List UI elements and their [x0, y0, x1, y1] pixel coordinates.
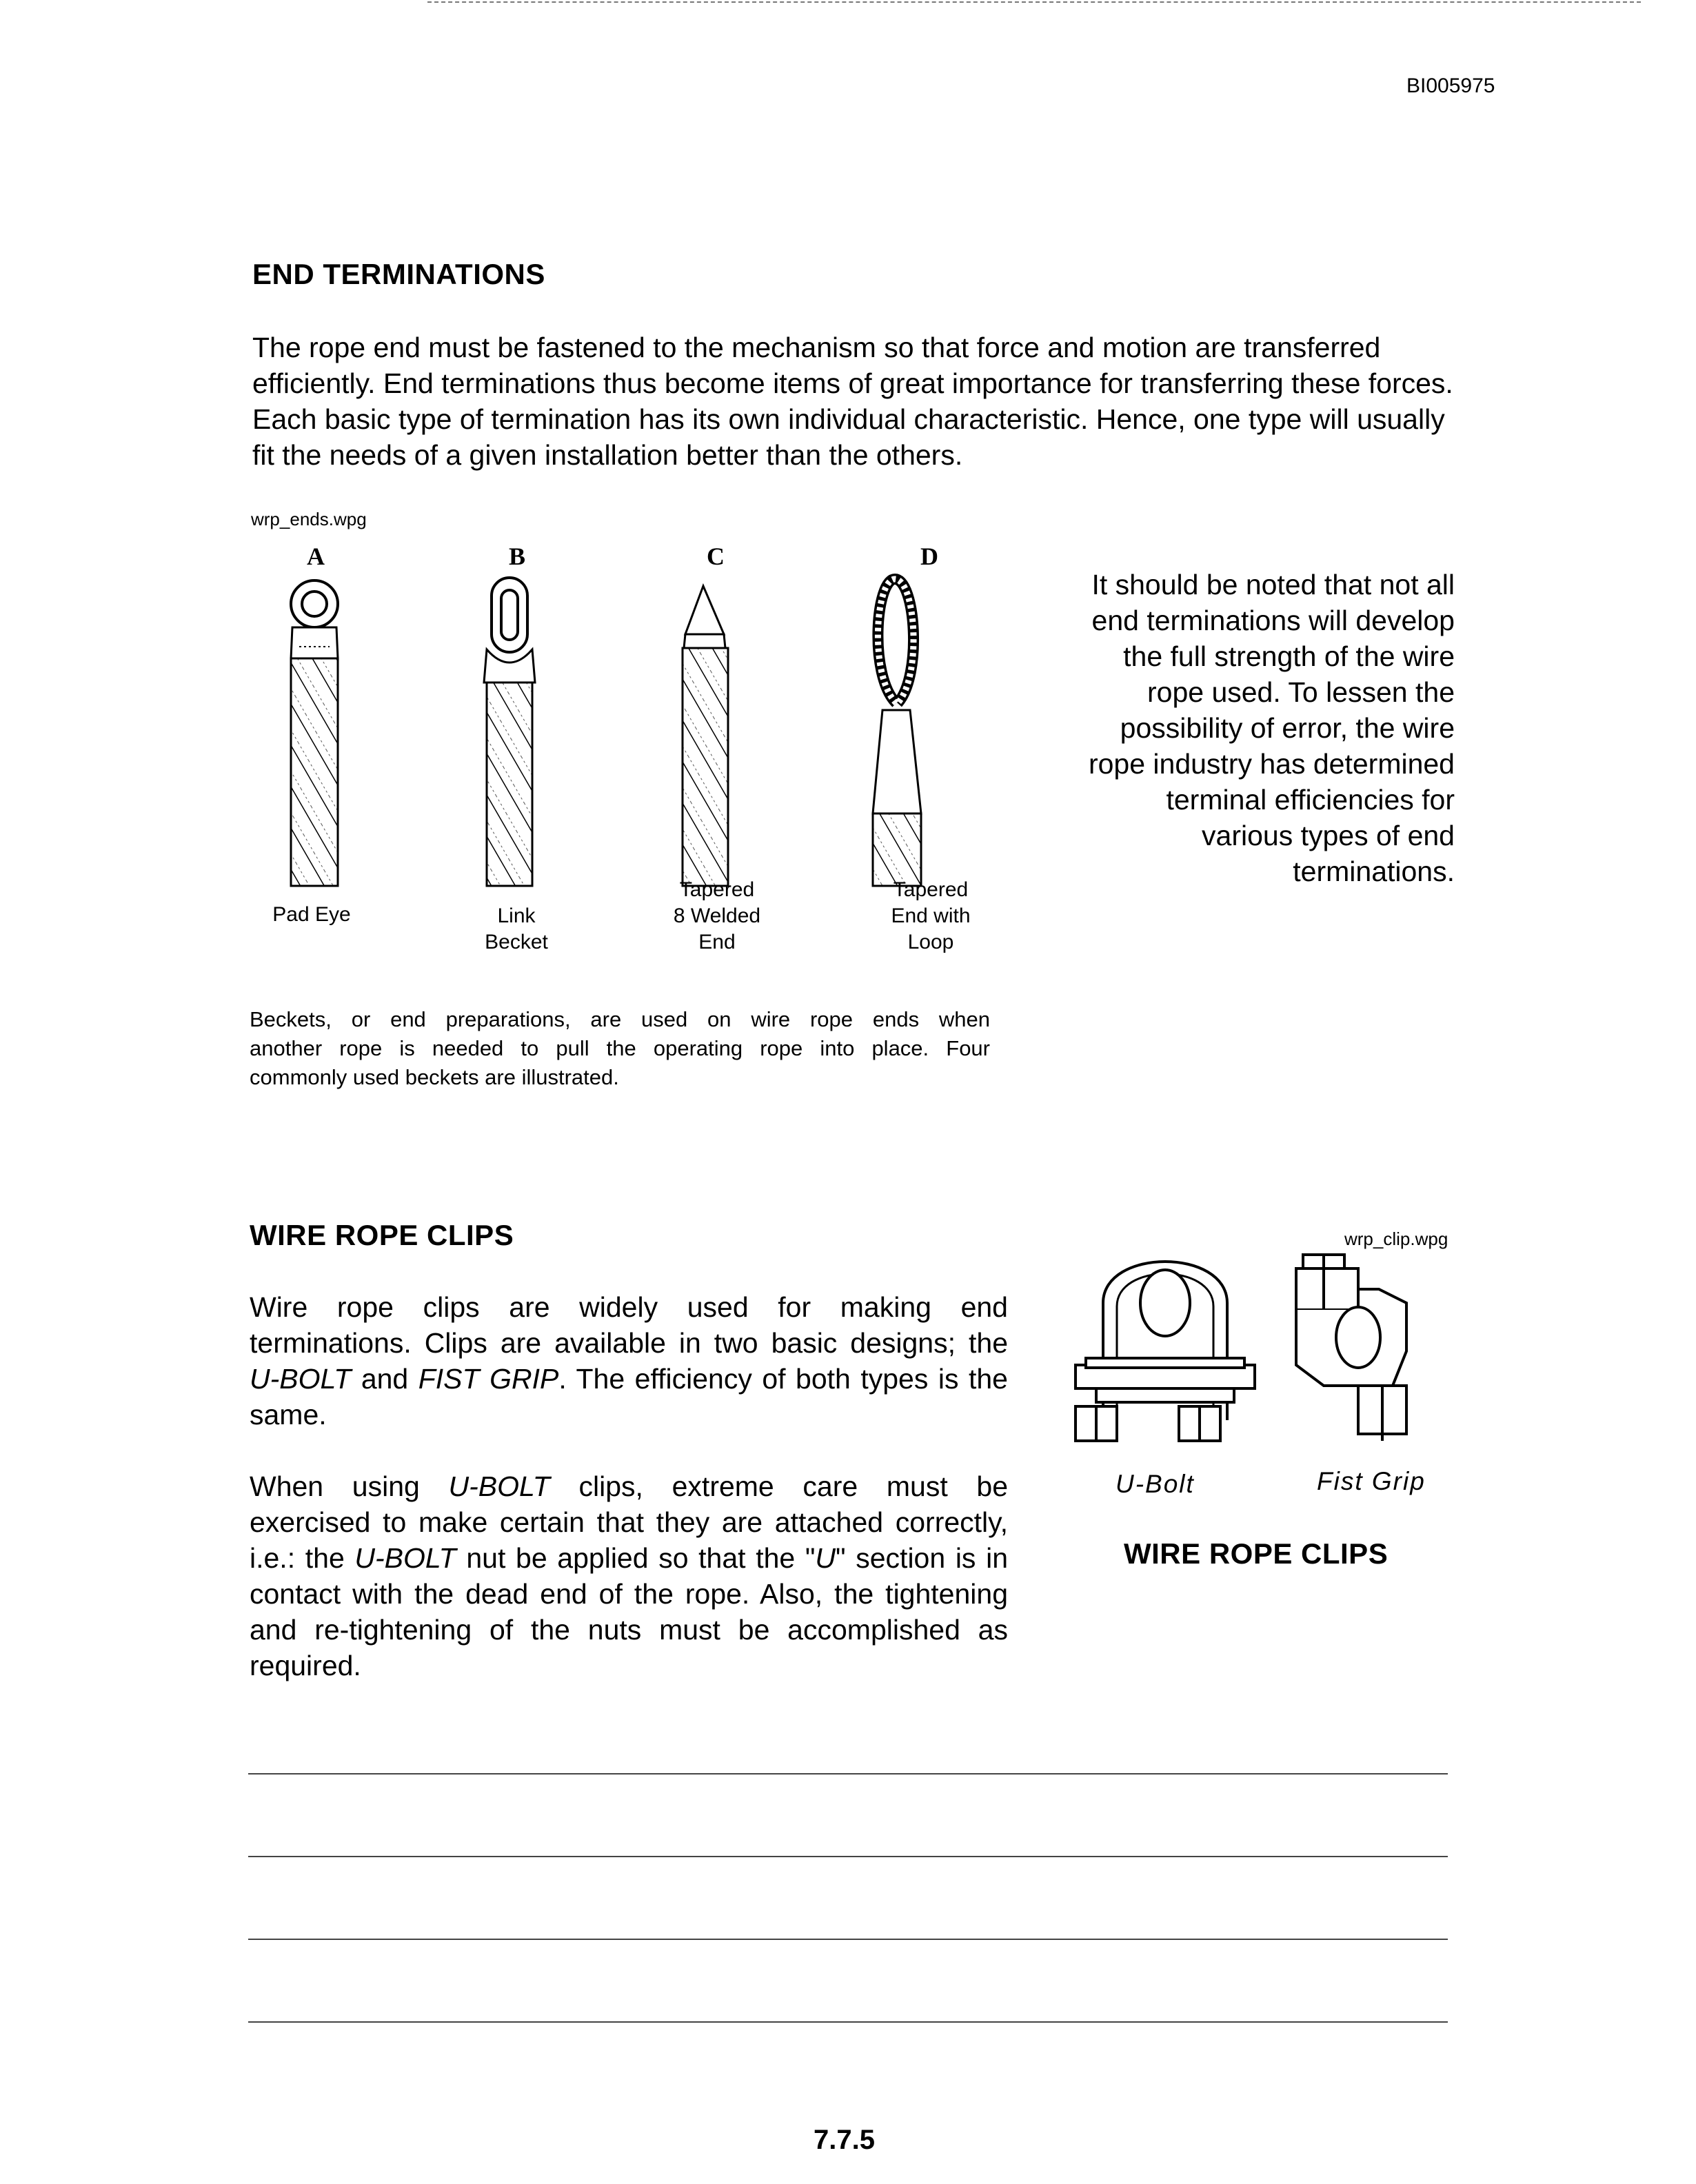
tapered-loop-end-icon: [873, 579, 921, 886]
section-title-wire-rope-clips: WIRE ROPE CLIPS: [250, 1219, 514, 1251]
figure-caption-wire-rope-clips: WIRE ROPE CLIPS: [1124, 1537, 1389, 1570]
blank-line-3: [248, 1939, 1448, 1940]
page-number: 7.7.5: [814, 2125, 875, 2155]
link-becket-icon: [484, 578, 535, 886]
clips-paragraph-2: When using U-BOLT clips, extreme care must be exercised to make certain that they are attached correctly, i.e.: the U-BOLT nut be applied so that the "U" section is in contact with the dead end of the rope. Also, the tightening and re-tightening of the nuts must be accomplished as required.: [250, 1470, 1009, 1681]
figure-filename-clips: wrp_clip.wpg: [1344, 1228, 1448, 1249]
pad-eye-icon: [291, 580, 338, 886]
side-note: It should be noted that not all end terminations will develop the full strength of the wire rope used. To lessen the possibility of error, the wire rope industry has determined terminal efficiencies for various types of end terminations.: [1088, 569, 1455, 887]
document-id: BI005975: [1406, 74, 1495, 97]
figure-letter-b: B: [508, 543, 525, 570]
beckets-paragraph: Beckets, or end preparations, are used on wire rope ends when another rope is needed to pull the operating rope into place. Four commonly used beckets are illustrated.: [250, 1007, 990, 1089]
blank-line-1: [248, 1773, 1448, 1775]
caption-tapered-welded: Tapered 8 Welded End: [673, 878, 761, 953]
label-u-bolt: U-Bolt: [1115, 1470, 1195, 1498]
figure-filename-ends: wrp_ends.wpg: [251, 509, 367, 529]
wire-rope-clips-illustration: [1062, 1248, 1448, 1455]
section-title-end-terminations: END TERMINATIONS: [252, 258, 545, 290]
rope-ends-illustration: [262, 572, 1020, 889]
u-bolt-clip-icon: [1076, 1262, 1255, 1441]
figure-letter-d: D: [920, 543, 938, 570]
end-terminations-paragraph: The rope end must be fastened to the mechanism so that force and motion are transferred efficiently. End terminations thus become items of great importance for transferring these forces. Each basic type of termination has its own individual characteristic. Hence, one type will usually fit the needs of a given installation better than the others.: [252, 332, 1453, 471]
fist-grip-clip-icon: [1296, 1255, 1406, 1441]
clips-paragraph-1: Wire rope clips are widely used for making end terminations. Clips are available in two basic designs; the U-BOLT and FIST GRIP. The efficiency of both types is the same.: [250, 1291, 1008, 1430]
top-border-line: [427, 1, 1641, 3]
caption-link-becket: Link Becket: [485, 904, 548, 953]
figure-letter-a: A: [307, 543, 325, 570]
caption-pad-eye: Pad Eye: [272, 903, 351, 926]
blank-line-4: [248, 2021, 1448, 2023]
blank-line-2: [248, 1856, 1448, 1857]
caption-tapered-loop: Tapered End with Loop: [891, 878, 971, 953]
tapered-welded-end-icon: [683, 586, 728, 886]
label-fist-grip: Fist Grip: [1317, 1467, 1426, 1495]
figure-letter-c: C: [707, 543, 725, 570]
